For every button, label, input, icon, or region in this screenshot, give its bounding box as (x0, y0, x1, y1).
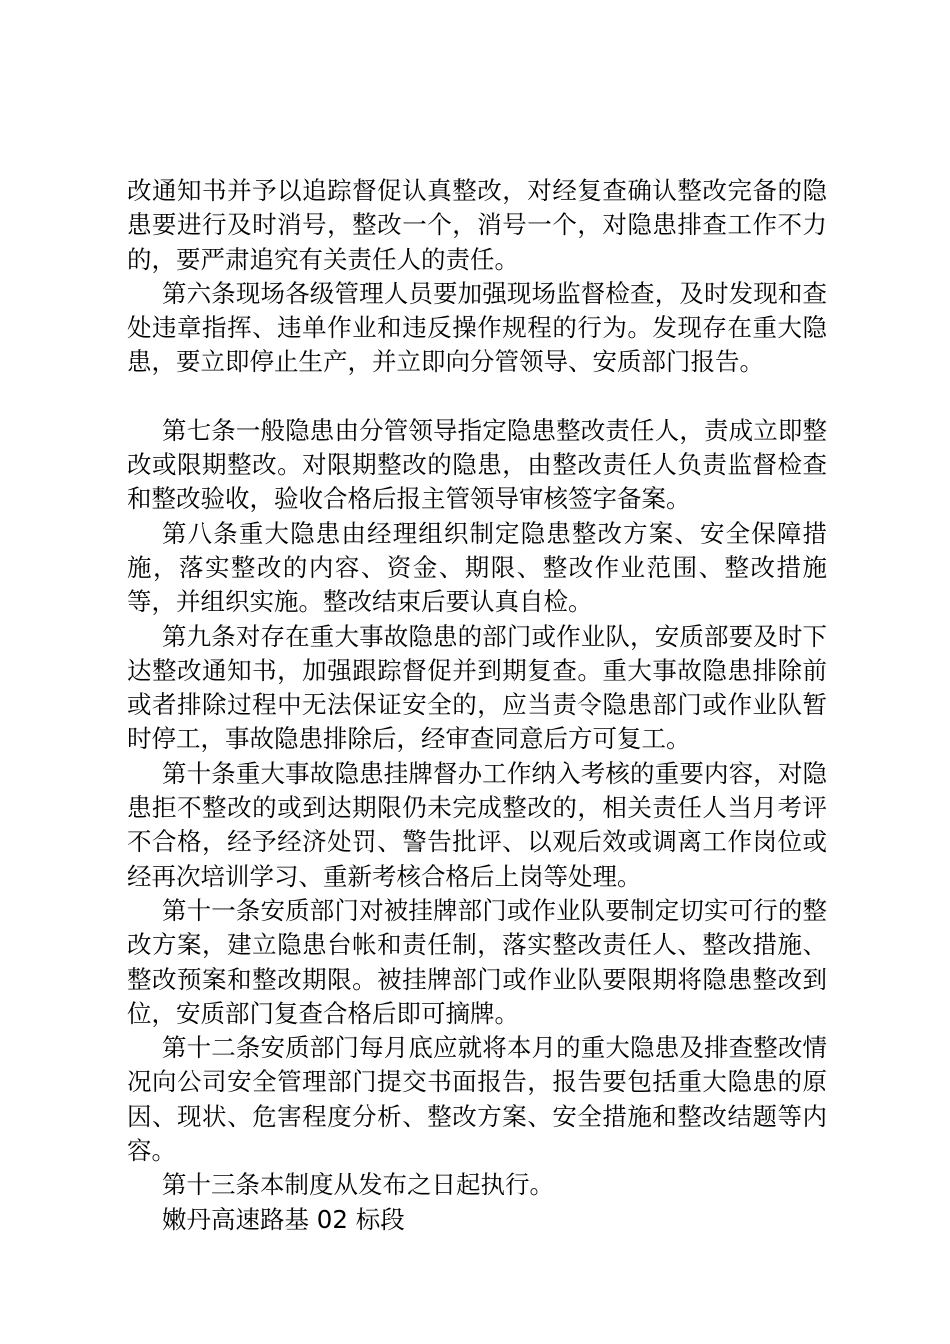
paragraph-article-9: 第九条对存在重大事故隐患的部门或作业队，安质部要及时下达整改通知书，加强跟踪督促并到期复查。重大事故隐患排除前或者排除过程中无法保证安全的，应当责令隐患部门或作业队暂时停工，事故隐患排除后，经审查同意后方可复工。 (127, 621, 827, 754)
paragraph-article-6: 第六条现场各级管理人员要加强现场监督检查，及时发现和查处违章指挥、违单作业和违反操作规程的行为。发现存在重大隐患，要立即停止生产，并立即向分管领导、安质部门报告。 (127, 278, 827, 377)
blank-line (127, 380, 827, 414)
signature-line: 嫩丹高速路基 02 标段 (162, 1204, 405, 1234)
document-body (127, 174, 827, 1237)
paragraph-article-13: 第十三条本制度从发布之日起执行。 (162, 1170, 554, 1200)
paragraph-article-8: 第八条重大隐患由经理组织制定隐患整改方案、安全保障措施，落实整改的内容、资金、期限、整改作业范围、整改措施等，并组织实施。整改结束后要认真自检。 (127, 518, 827, 617)
paragraph-article-7: 第七条一般隐患由分管领导指定隐患整改责任人，责成立即整改或限期整改。对限期整改的隐患，由整改责任人负责监督检查和整改验收，验收合格后报主管领导审核签字备案。 (127, 415, 827, 514)
paragraph-article-11: 第十一条安质部门对被挂牌部门或作业队要制定切实可行的整改方案，建立隐患台帐和责任制，落实整改责任人、整改措施、整改预案和整改期限。被挂牌部门或作业队要限期将隐患整改到位，安质部门复查合格后即可摘牌。 (127, 895, 827, 1028)
paragraph-article-12: 第十二条安质部门每月底应就将本月的重大隐患及排查整改情况向公司安全管理部门提交书面报告，报告要包括重大隐患的原因、现状、危害程度分析、整改方案、安全措施和整改结题等内容。 (127, 1033, 827, 1166)
paragraph-article-10: 第十条重大事故隐患挂牌督办工作纳入考核的重要内容，对隐患拒不整改的或到达期限仍未完成整改的，相关责任人当月考评不合格，经予经济处罚、警告批评、以观后效或调离工作岗位或经再次培训学习、重新考核合格后上岗等处理。 (127, 758, 827, 891)
paragraph-continuation: 改通知书并予以追踪督促认真整改，对经复查确认整改完备的隐患要进行及时消号，整改一个，消号一个，对隐患排查工作不力的，要严肃追究有关责任人的责任。 (127, 176, 827, 274)
